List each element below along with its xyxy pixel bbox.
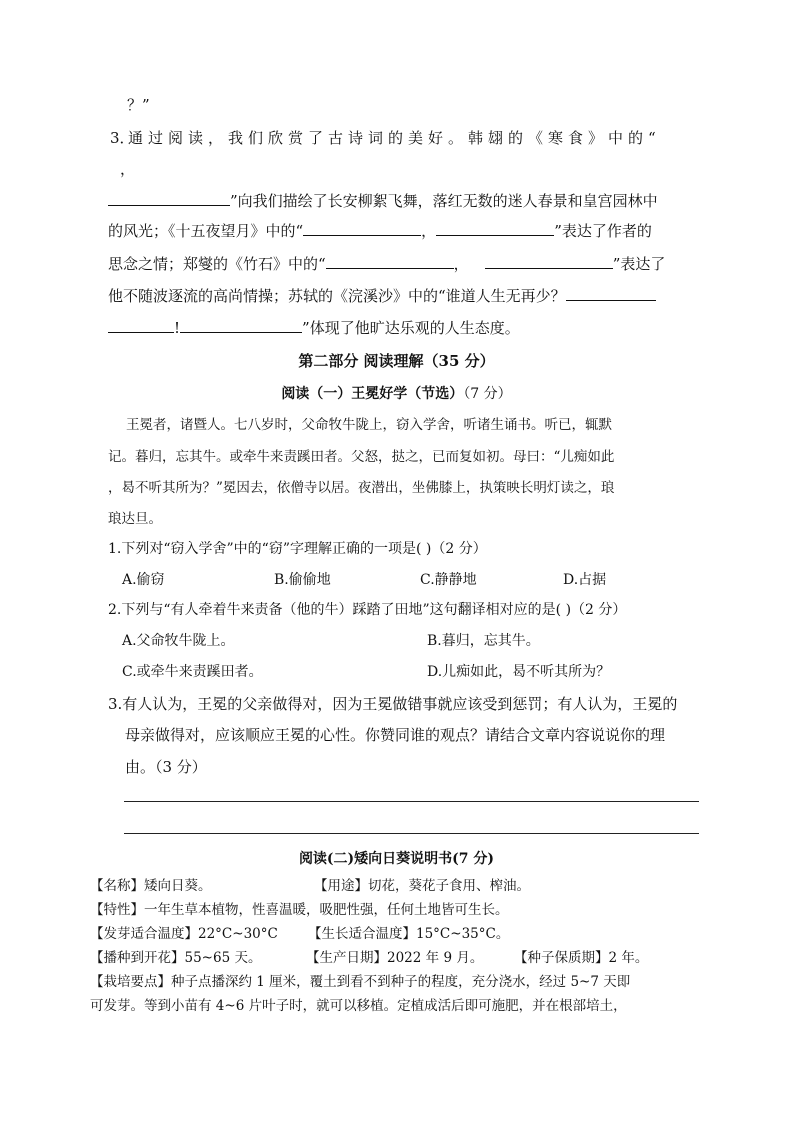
manual-line: 可发芽。等到小苗有 4~6 片叶子时，就可以移植。定植成活后即可施肥，并在根部培土， xyxy=(90,998,627,1014)
passage-line: ，曷不听其所为？”冕因去，依僧寺以居。夜潜出，坐佛膝上，执策映长明灯读之，琅 xyxy=(108,480,615,496)
question-text: 思念之情；郑燮的《竹石》中的“ xyxy=(108,255,326,273)
manual-line: 【栽培要点】种子点播深约 1 厘米，覆土到看不到种子的程度，充分浇水，经过 5~7 天即 xyxy=(90,974,631,990)
option-d[interactable]: D.占据 xyxy=(563,572,607,588)
manual-line: 【播种到开花】55~65 天。 xyxy=(90,950,262,966)
question-line xyxy=(108,317,520,338)
question-text: ， xyxy=(421,222,437,240)
answer-blank[interactable] xyxy=(436,221,554,236)
question-line xyxy=(108,220,652,241)
question-3-line: 母亲做得对，应该顺应王冕的心性。你赞同谁的观点？请结合文章内容说说你的理 xyxy=(125,726,666,744)
answer-blank[interactable] xyxy=(108,318,174,333)
manual-line: 【发芽适合温度】22°C~30°C xyxy=(90,926,278,942)
question-text: ”向我们描绘了长安柳絮飞舞，落红无数的迷人春景和皇宫园林中 xyxy=(230,192,658,210)
manual-line: 【名称】矮向日葵。 xyxy=(90,878,212,894)
question-number: 3． xyxy=(110,129,135,147)
answer-blank[interactable] xyxy=(566,286,656,301)
reading-score: （7 分） xyxy=(463,386,512,402)
option-b[interactable]: B.暮归，忘其牛。 xyxy=(427,633,540,649)
reading-title xyxy=(0,383,793,403)
option-a[interactable]: A.父命牧牛陇上。 xyxy=(122,633,235,649)
answer-line[interactable] xyxy=(124,833,699,834)
question-text: ， xyxy=(453,255,469,273)
question-text: 通过阅读，我们欣赏了古诗词的美好。韩翃的《寒食》中的“ xyxy=(128,129,661,147)
fragment-text: ？” xyxy=(127,96,150,114)
question-text: 他不随波逐流的高尚情操；苏轼的《浣溪沙》中的“谁道人生无再少？ xyxy=(108,287,566,305)
question-text: ! xyxy=(174,319,181,337)
manual-line: 【种子保质期】2 年。 xyxy=(514,950,649,966)
question-line xyxy=(108,190,658,211)
reading-title: 阅读(二)矮向日葵说明书(7 分) xyxy=(298,851,495,867)
answer-line[interactable] xyxy=(124,801,699,802)
answer-blank[interactable] xyxy=(326,254,454,269)
question-line xyxy=(108,285,656,306)
option-a[interactable]: A.偷窃 xyxy=(122,572,165,588)
passage-line: 王冕者，诸暨人。七八岁时，父命牧牛陇上，窃入学舍，听诸生诵书。听已，辄默 xyxy=(126,417,612,433)
reading-title-text: 阅读（一）王冕好学（节选） xyxy=(281,386,464,402)
question-1: 1.下列对“窃入学舍”中的“窃”字理解正确的一项是( )（2 分） xyxy=(108,541,487,557)
answer-blank[interactable] xyxy=(303,221,421,236)
option-c[interactable]: C.静静地 xyxy=(420,572,477,588)
option-b[interactable]: B.偷偷地 xyxy=(274,572,331,588)
question-2: 2.下列与“有人牵着牛来责备（他的牛）踩踏了田地”这句翻译相对应的是( )（2 分） xyxy=(108,602,627,618)
option-c[interactable]: C.或牵牛来责蹊田者。 xyxy=(122,664,263,680)
question-text: ”表达了 xyxy=(612,255,666,273)
question-text: ”表达了作者的 xyxy=(554,222,652,240)
question-3-line: 由。（3 分） xyxy=(125,758,207,776)
punctuation-text: ， xyxy=(120,160,136,178)
answer-blank[interactable] xyxy=(180,318,302,333)
manual-line: 【特性】一年生草本植物，性喜温暖，吸肥性强，任何土地皆可生长。 xyxy=(90,902,509,918)
option-d[interactable]: D.儿痴如此，曷不听其所为？ xyxy=(427,664,611,680)
question-line xyxy=(108,253,665,274)
manual-line: 【生长适合温度】15°C~35°C。 xyxy=(308,926,510,942)
passage-line: 琅达旦。 xyxy=(108,511,162,527)
manual-line: 【用途】切花，葵花子食用、榨油。 xyxy=(314,878,530,894)
question-3: 3.有人认为，王冕的父亲做得对，因为王冕做错事就应该受到惩罚；有人认为，王冕的 xyxy=(108,695,678,713)
manual-line: 【生产日期】2022 年 9 月。 xyxy=(306,950,484,966)
question-text: ”体现了他旷达乐观的人生态度。 xyxy=(302,319,520,337)
section-title: 第二部分 阅读理解（35 分） xyxy=(298,352,495,370)
question-text: 的风光；《十五夜望月》中的“ xyxy=(108,222,304,240)
answer-blank[interactable] xyxy=(108,191,230,206)
passage-line: 记。暮归，忘其牛。或牵牛来责蹊田者。父怒，挞之，已而复如初。母曰：“儿痴如此 xyxy=(108,449,615,465)
answer-blank[interactable] xyxy=(485,254,613,269)
